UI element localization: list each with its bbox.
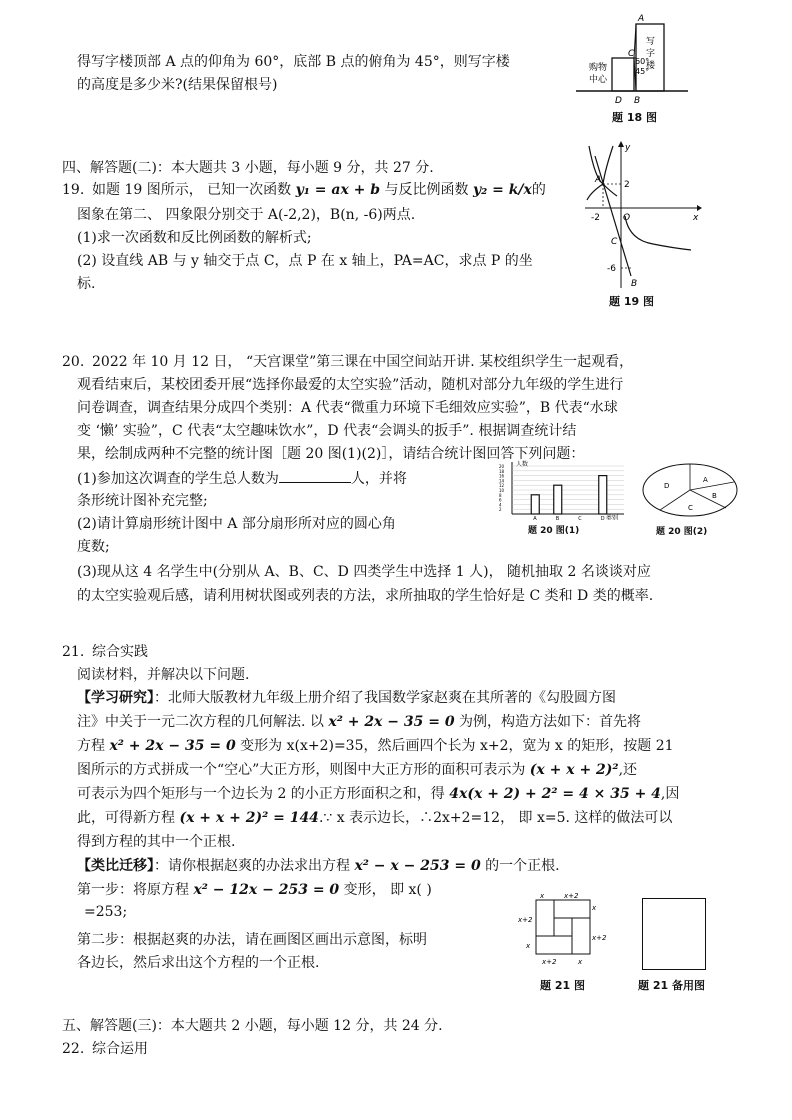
q20-bar-xlabel: 类别 — [606, 515, 619, 520]
q20-line-3: 问卷调查，调查结果分成四个类别：A 代表“微重力环境下毛细效应实验”，B 代表“水球 — [77, 400, 618, 416]
q21-study-1a: ：北师大版教材九年级上册介绍了我国数学家赵爽在其所著的《勾股圆方图 — [154, 690, 616, 706]
q21-study-3a: 方程 — [77, 738, 105, 754]
q19-x-label: x — [693, 213, 699, 223]
q18-left-building-1: 购物 — [589, 63, 608, 73]
q19-line-1a: 如题 19 图所示， 已知一次函数 — [92, 182, 292, 198]
q21-step-1 — [77, 878, 432, 902]
q20-pie-label-b: B — [712, 492, 717, 500]
q20-bar-chart-figure — [496, 458, 632, 536]
q20-bar-caption: 题 20 图(1) — [528, 526, 580, 536]
q20-part-1-suffix: 人，并将 — [350, 471, 407, 487]
q21-analog-line-1 — [77, 854, 560, 878]
q18-label-d: D — [615, 96, 622, 106]
q21-study-5a: 可表示为四个矩形与一个边长为 2 的小正方形面积之和，得 — [77, 786, 445, 802]
q20-part-1c: 条形统计图补充完整; — [77, 493, 208, 509]
q18-right-building-2: 字 — [646, 49, 656, 59]
q21-title: 综合实践 — [92, 644, 148, 660]
q21-fig-bottom-x: x — [578, 958, 583, 966]
q21-figure-caption: 题 21 图 — [540, 979, 585, 992]
q21-equation-6: x² − x − 253 = 0 — [354, 858, 481, 874]
q21-study-line-4 — [77, 758, 637, 782]
q20-pie-caption: 题 20 图(2) — [656, 527, 708, 537]
q21-study-4b: ,还 — [618, 762, 638, 778]
q19-number: 19. — [62, 182, 85, 198]
section-5-heading: 五、解答题(三)：本大题共 2 小题，每小题 12 分，共 24 分. — [62, 1018, 443, 1034]
q18-angle-60: 60° — [635, 57, 650, 66]
q20-part-2a: (2)请计算扇形统计图中 A 部分扇形所对应的圆心角 — [77, 516, 396, 532]
q19-y-label: y — [625, 143, 631, 153]
q21-fig-right-x: x — [592, 904, 597, 912]
q21-step-1b[interactable]: 变形， 即 x( ) — [343, 882, 432, 898]
q20-bar-category-c: C — [578, 516, 582, 520]
q20-line-4: 变 ‘懒’ 实验”，C 代表“太空趣味饮水”，D 代表“会调头的扳手”. 根据调查统计结 — [77, 423, 577, 439]
q20-pie-label-d: D — [664, 482, 670, 490]
q20-bar-chart — [496, 458, 632, 520]
q20-bar-category-a: A — [533, 516, 537, 520]
q21-intro: 阅读材料，并解决以下问题. — [77, 667, 250, 683]
q21-study-5b: ,因 — [660, 786, 680, 802]
q21-study-3b: 变形为 x(x+2)=35，然后画四个长为 x+2，宽为 x 的矩形，按题 21 — [240, 738, 674, 754]
q20-bar-ytick: 6 — [499, 497, 502, 503]
q20-line-2: 观看结束后，某校团委开展“选择你最爱的太空实验”活动，随机对部分九年级的学生进行 — [77, 377, 624, 393]
q21-fig-bottom-x2: x+2 — [542, 958, 557, 966]
q19-point-c-label: C — [611, 237, 618, 247]
q20-bar-ytick: 8 — [499, 492, 502, 498]
q20-number: 20. — [62, 354, 85, 370]
q20-part-2b: 度数; — [77, 539, 110, 555]
q21-equation-2: x² + 2x − 35 = 0 — [109, 738, 236, 754]
q19-point-a-label: A — [595, 175, 602, 185]
q21-fig-left-x: x — [526, 942, 531, 950]
q19-equation-inverse: y₂ = k/x — [472, 182, 532, 198]
q19-line-1b: 与反比例函数 — [384, 182, 469, 198]
q20-bar-ytick: 10 — [499, 488, 505, 493]
q18-right-building-1: 写 — [646, 37, 656, 47]
q21-step-1a: 第一步：将原方程 — [77, 882, 189, 898]
q19-part-2a: (2) 设直线 AB 与 y 轴交于点 C，点 P 在 x 轴上，PA=AC，求点 P 的坐 — [77, 253, 533, 269]
q21-study-line-1 — [77, 686, 616, 710]
q21-study-6b: .∵ x 表示边长，∴2x+2=12， 即 x=5. 这样的做法可以 — [318, 810, 673, 826]
q20-pie-label-c: C — [688, 504, 693, 512]
section-4-heading: 四、解答题(二)：本大题共 3 小题，每小题 9 分，共 27 分. — [62, 160, 434, 176]
q19-point-b-label: B — [631, 279, 638, 289]
q22-title: 综合运用 — [92, 1041, 148, 1057]
q21-step-2b: 各边长，然后求出这个方程的一个正根. — [77, 955, 320, 971]
q21-study-4a: 图所示的方式拼成一个“空心”大正方形，则图中大正方形的面积可表示为 — [77, 762, 526, 778]
q20-bar-category-b: B — [555, 516, 560, 520]
q21-study-tag: 【学习研究】 — [77, 690, 154, 706]
q19-tick-neg6: -6 — [607, 264, 616, 274]
q18-figure-caption: 题 18 图 — [612, 111, 657, 124]
q20-bar-ylabel: 人数 — [516, 461, 529, 468]
q21-study-2b: 为例，构造方法如下：首先将 — [459, 714, 642, 730]
q21-drawing-area[interactable] — [642, 898, 706, 970]
q20-bar-ytick: 2 — [499, 507, 502, 513]
q21-fig-left-x2: x+2 — [518, 916, 533, 924]
q20-bar-ytick: 18 — [499, 468, 505, 474]
q18-left-building-2: 中心 — [589, 75, 608, 85]
q18-text-line-2: 的高度是多少米?(结果保留根号) — [77, 77, 278, 93]
q21-equation-1: x² + 2x − 35 = 0 — [328, 714, 455, 730]
q19-line-2: 图象在第二、 四象限分别交于 A(-2,2)，B(n, -6)两点. — [77, 207, 416, 223]
q20-part-1-prefix: (1)参加这次调查的学生总人数为 — [77, 471, 279, 487]
q21-figure — [516, 890, 608, 996]
q20-bar-ytick: 14 — [499, 478, 505, 484]
q18-label-b: B — [634, 96, 641, 106]
q21-study-line-5 — [77, 782, 679, 806]
q19-origin-label: O — [623, 213, 631, 223]
q21-spare-figure — [636, 898, 712, 998]
q20-pie-label-a: A — [703, 476, 708, 484]
q21-analog-tag: 【类比迁移】 — [77, 858, 154, 874]
q21-fig-top-x: x — [540, 892, 545, 900]
q18-angle-45: 45° — [635, 67, 650, 76]
q20-part-1a — [77, 466, 407, 491]
q21-step-1c: =253; — [84, 904, 128, 920]
q21-step-2a: 第二步：根据赵爽的办法，请在画图区画出示意图，标明 — [77, 932, 427, 948]
q18-right-building-3: 楼 — [646, 61, 656, 71]
q21-analog-1b: 的一个正根. — [485, 858, 560, 874]
q18-figure — [572, 6, 692, 124]
q21-equation-5: (x + x + 2)² = 144 — [179, 810, 319, 826]
q20-part-3b: 的太空实验观后感，请利用树状图或列表的方法，求所抽取的学生恰好是 C 类和 D 类的概率. — [77, 588, 654, 604]
q19-figure-caption: 题 19 图 — [609, 295, 654, 308]
q21-spare-caption: 题 21 备用图 — [638, 979, 705, 992]
q21-number: 21. — [62, 644, 85, 660]
q21-study-line-3 — [77, 734, 674, 758]
q19-tick-2: 2 — [624, 180, 630, 190]
q20-pie-chart — [640, 462, 740, 520]
q21-study-line-2 — [77, 710, 641, 734]
q18-label-a: A — [638, 14, 645, 24]
q20-bar-b — [554, 485, 562, 514]
q22-number: 22. — [62, 1041, 85, 1057]
q20-bar-ytick: 4 — [499, 502, 502, 508]
q19-part-2b: 标. — [77, 276, 96, 292]
q20-line-5: 果，绘制成两种不完整的统计图［题 20 图(1)(2)］，请结合统计图回答下列问题： — [77, 446, 585, 462]
q20-line-1: 2022 年 10 月 12 日， “天宫课堂”第三课在中国空间站开讲. 某校组织学生一起观看， — [92, 354, 634, 370]
q19-part-1: (1)求一次函数和反比例函数的解析式; — [77, 230, 312, 246]
q20-bar-category-d: D — [600, 516, 605, 520]
q21-study-line-6 — [77, 806, 672, 830]
q21-equation-4: 4x(x + 2) + 2² = 4 × 35 + 4 — [449, 786, 661, 802]
q21-study-line-7: 得到方程的其中一个正根. — [77, 834, 236, 850]
q19-equation-linear: y₁ = ax + b — [295, 182, 381, 198]
q19-figure — [583, 140, 703, 310]
q21-study-6a: 此，可得新方程 — [77, 810, 175, 826]
q20-pie-chart-figure — [640, 462, 740, 537]
q20-part-3a: (3)现从这 4 名学生中(分别从 A、B、C、D 四类学生中选择 1 人)， 随机抽取 2 名谈谈对应 — [77, 564, 651, 580]
q18-label-c: C — [628, 49, 635, 59]
q19-line-1c: 的 — [531, 182, 546, 198]
q20-bar-d — [599, 476, 607, 514]
q21-equation-7: x² − 12x − 253 = 0 — [193, 882, 340, 898]
q19-graph — [583, 140, 703, 290]
q18-text-line-1: 得写字楼顶部 A 点的仰角为 60°，底部 B 点的俯角为 45°，则写字楼 — [77, 54, 510, 70]
q21-equation-3: (x + x + 2)² — [529, 762, 619, 778]
q21-diagram — [516, 890, 608, 976]
q21-analog-1a: ：请你根据赵爽的办法求出方程 — [154, 858, 350, 874]
q21-study-2a: 注》中关于一元二次方程的几何解法. 以 — [77, 714, 324, 730]
q19-line-1 — [92, 178, 546, 202]
q19-tick-neg2: -2 — [591, 213, 600, 223]
q20-answer-blank[interactable] — [279, 466, 351, 483]
q20-bar-ytick: 20 — [499, 464, 505, 469]
q21-fig-top-x2: x+2 — [564, 892, 579, 900]
q20-bar-ytick: 12 — [499, 483, 505, 489]
q20-bar-a — [531, 495, 539, 514]
q21-fig-right-x2: x+2 — [592, 934, 607, 942]
q20-bar-ytick: 16 — [499, 473, 505, 479]
